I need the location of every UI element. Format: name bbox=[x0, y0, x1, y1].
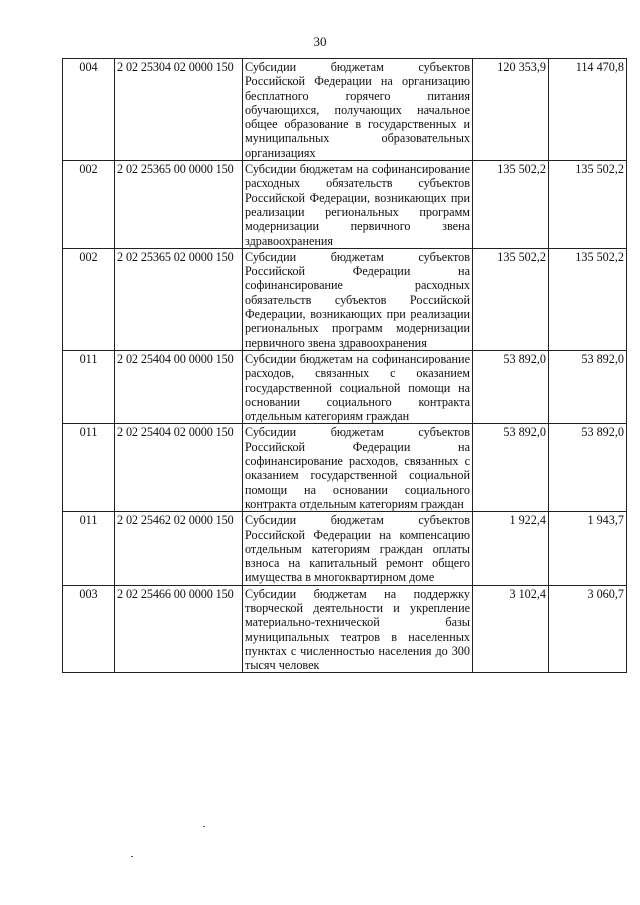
scan-speck bbox=[203, 826, 205, 827]
description-cell: Субсидии бюджетам на софинансирование расходов, связанных с оказанием государственной социальной помощи на основании социального контракта отдельным категориям граждан bbox=[243, 350, 473, 423]
admin-code-cell: 003 bbox=[63, 585, 115, 673]
description-cell: Субсидии бюджетам субъектов Российской Федерации на организацию бесплатного горячего питания обучающихся, получающих начальное общее образование в государственных и муниципальных образовательных организациях bbox=[243, 59, 473, 161]
amount-cell-2: 114 470,8 bbox=[549, 59, 627, 161]
budget-table bbox=[62, 58, 627, 673]
amount-cell-1: 135 502,2 bbox=[473, 161, 549, 249]
table-row bbox=[63, 512, 627, 585]
amount-cell-1: 135 502,2 bbox=[473, 248, 549, 350]
budget-code-cell: 2 02 25365 02 0000 150 bbox=[115, 248, 243, 350]
description-cell: Субсидии бюджетам субъектов Российской Федерации на софинансирование расходов, связанных с оказанием государственной социальной помощи на основании социального контракта отдельным категориям граждан bbox=[243, 424, 473, 512]
table-row bbox=[63, 585, 627, 673]
amount-cell-2: 3 060,7 bbox=[549, 585, 627, 673]
description-cell: Субсидии бюджетам субъектов Российской Федерации на софинансирование расходных обязательств субъектов Российской Федерации, возникающих при реализации региональных программ модернизации первичного звена здравоохранения bbox=[243, 248, 473, 350]
admin-code-cell: 004 bbox=[63, 59, 115, 161]
budget-code-cell: 2 02 25304 02 0000 150 bbox=[115, 59, 243, 161]
amount-cell-1: 53 892,0 bbox=[473, 424, 549, 512]
amount-cell-2: 135 502,2 bbox=[549, 161, 627, 249]
description-cell: Субсидии бюджетам субъектов Российской Федерации на компенсацию отдельным категориям граждан оплаты взноса на капитальный ремонт общего имущества в многоквартирном доме bbox=[243, 512, 473, 585]
table-row bbox=[63, 424, 627, 512]
admin-code-cell: 002 bbox=[63, 248, 115, 350]
budget-code-cell: 2 02 25404 02 0000 150 bbox=[115, 424, 243, 512]
table-row bbox=[63, 59, 627, 161]
admin-code-cell: 011 bbox=[63, 350, 115, 423]
amount-cell-2: 53 892,0 bbox=[549, 424, 627, 512]
description-cell: Субсидии бюджетам на софинансирование расходных обязательств субъектов Российской Федерации, возникающих при реализации региональных программ модернизации первичного звена здравоохранения bbox=[243, 161, 473, 249]
budget-code-cell: 2 02 25466 00 0000 150 bbox=[115, 585, 243, 673]
amount-cell-1: 1 922,4 bbox=[473, 512, 549, 585]
table-row bbox=[63, 350, 627, 423]
admin-code-cell: 011 bbox=[63, 424, 115, 512]
admin-code-cell: 002 bbox=[63, 161, 115, 249]
amount-cell-1: 53 892,0 bbox=[473, 350, 549, 423]
budget-code-cell: 2 02 25365 00 0000 150 bbox=[115, 161, 243, 249]
amount-cell-2: 135 502,2 bbox=[549, 248, 627, 350]
table-row bbox=[63, 248, 627, 350]
amount-cell-1: 120 353,9 bbox=[473, 59, 549, 161]
budget-code-cell: 2 02 25462 02 0000 150 bbox=[115, 512, 243, 585]
amount-cell-2: 53 892,0 bbox=[549, 350, 627, 423]
amount-cell-1: 3 102,4 bbox=[473, 585, 549, 673]
description-cell: Субсидии бюджетам на поддержку творческой деятельности и укрепление материально-технической базы муниципальных театров в населенных пунктах с численностью населения до 300 тысяч человек bbox=[243, 585, 473, 673]
admin-code-cell: 011 bbox=[63, 512, 115, 585]
amount-cell-2: 1 943,7 bbox=[549, 512, 627, 585]
budget-code-cell: 2 02 25404 00 0000 150 bbox=[115, 350, 243, 423]
table-row bbox=[63, 161, 627, 249]
page-number: 30 bbox=[313, 34, 327, 49]
scan-speck bbox=[131, 856, 133, 857]
